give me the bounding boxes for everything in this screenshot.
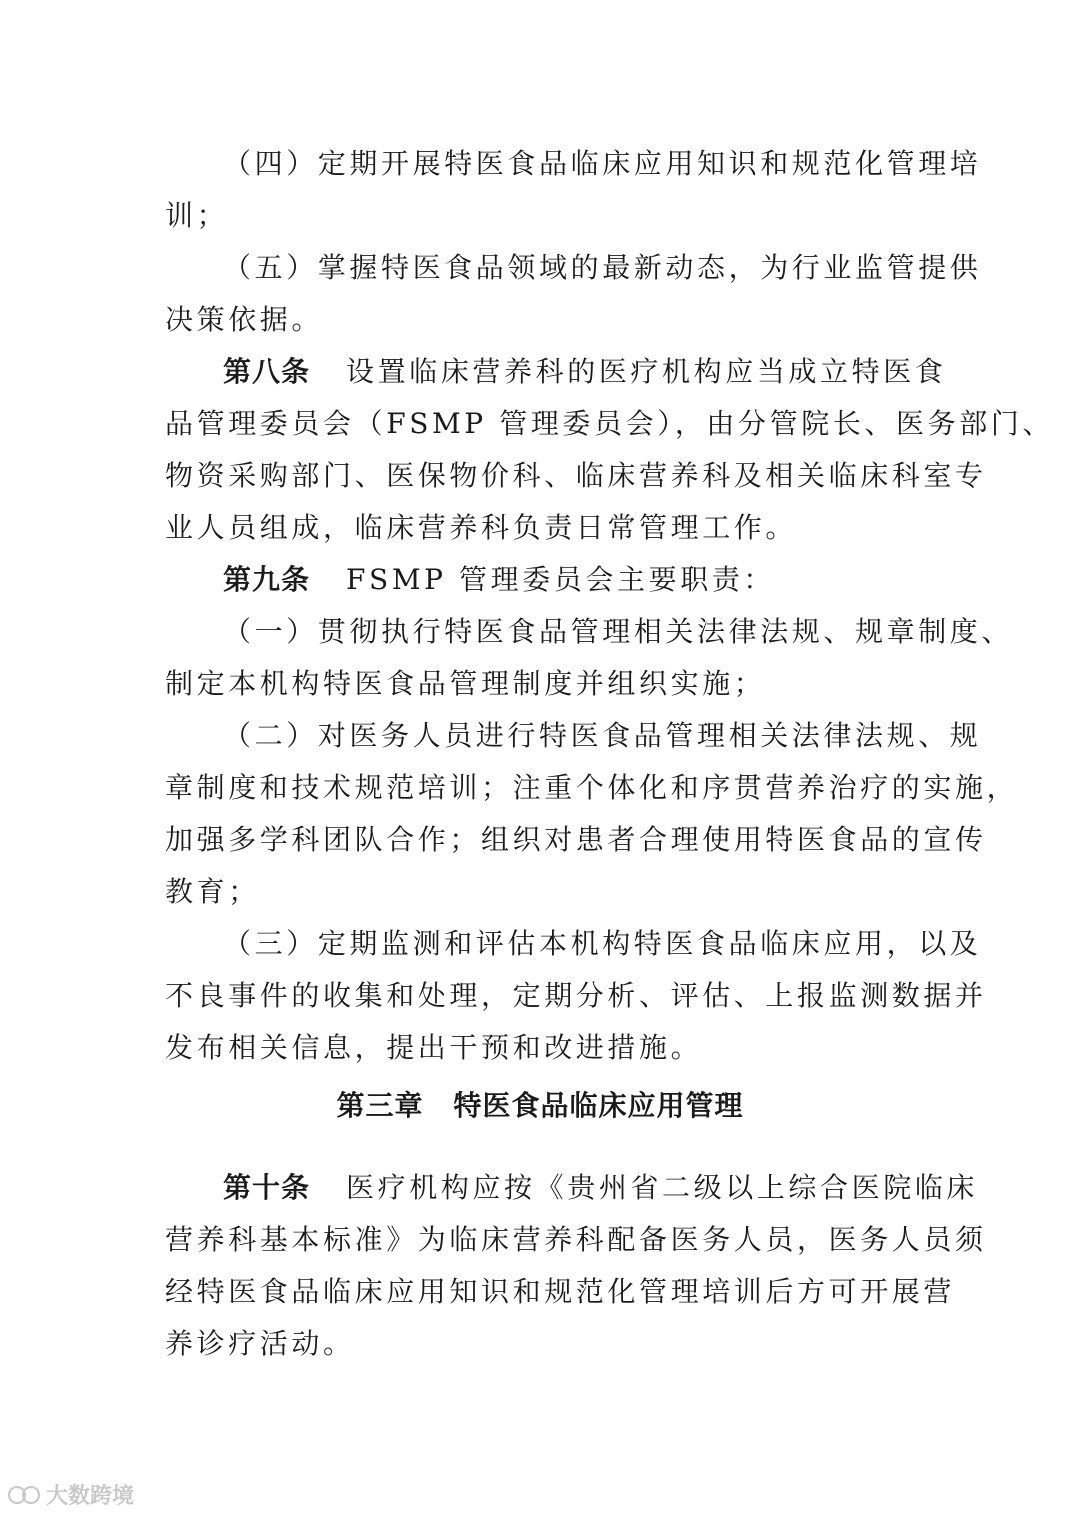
chapter-heading — [0, 1080, 1080, 1132]
article-9-item-3-line-2: 不良事件的收集和处理，定期分析、评估、上报监测数据并 — [165, 979, 987, 1012]
article-10 — [165, 1162, 987, 1370]
article-9-item-2-line-1: （二）对医务人员进行特医食品管理相关法律法规、规 — [223, 719, 982, 752]
article-9-item-1-line-2: 制定本机构特医食品管理制度并组织实施； — [165, 667, 766, 700]
article-8-line-2: 品管理委员会（FSMP 管理委员会），由分管院长、医务部门、 — [165, 407, 1055, 440]
chapter-number: 第三章 — [336, 1089, 424, 1122]
article-8-line-1 — [165, 346, 947, 398]
para-4-line-1: （四）定期开展特医食品临床应用知识和规范化管理培 — [223, 147, 982, 180]
link-circles-icon — [8, 1484, 42, 1506]
article-8-line-3: 物资采购部门、医保物价科、临床营养科及相关临床科室专 — [165, 459, 987, 492]
chapter-title: 特医食品临床应用管理 — [453, 1089, 744, 1122]
article-10-line-3: 经特医食品临床应用知识和规范化管理培训后方可开展营 — [165, 1275, 956, 1308]
article-9-item-3-line-1: （三）定期监测和评估本机构特医食品临床应用，以及 — [223, 927, 982, 960]
para-5-line-2: 决策依据。 — [165, 303, 324, 336]
watermark — [8, 1479, 134, 1510]
article-9-item-2-line-4: 教育； — [165, 875, 260, 908]
watermark-text: 大数跨境 — [46, 1484, 135, 1509]
article-9-heading: 第九条 — [223, 563, 311, 596]
article-9-text-1: FSMP 管理委员会主要职责： — [346, 563, 776, 596]
article-10-heading: 第十条 — [223, 1171, 311, 1204]
article-8-text-1: 设置临床营养科的医疗机构应当成立特医食 — [346, 355, 947, 388]
article-8-heading: 第八条 — [223, 355, 311, 388]
article-9-item-1-line-1: （一）贯彻执行特医食品管理相关法律法规、规章制度、 — [223, 615, 1014, 648]
article-8-line-4: 业人员组成，临床营养科负责日常管理工作。 — [165, 511, 798, 544]
para-5-line-1: （五）掌握特医食品领域的最新动态，为行业监管提供 — [223, 251, 982, 284]
article-9-item-3-line-3: 发布相关信息，提出干预和改进措施。 — [165, 1031, 703, 1064]
article-10-line-2: 营养科基本标准》为临床营养科配备医务人员，医务人员须 — [165, 1223, 987, 1256]
article-9-item-2-line-2: 章制度和技术规范培训；注重个体化和序贯营养治疗的实施， — [165, 771, 1019, 804]
article-9-item-2-line-3: 加强多学科团队合作；组织对患者合理使用特医食品的宣传 — [165, 823, 987, 856]
article-10-line-4: 养诊疗活动。 — [165, 1327, 355, 1360]
document-body — [165, 138, 1055, 1074]
para-4-line-2: 训； — [165, 199, 229, 232]
article-9-line-1 — [165, 554, 925, 606]
article-10-text-1: 医疗机构应按《贵州省二级以上综合医院临床 — [346, 1171, 979, 1204]
article-10-line-1 — [165, 1162, 979, 1214]
